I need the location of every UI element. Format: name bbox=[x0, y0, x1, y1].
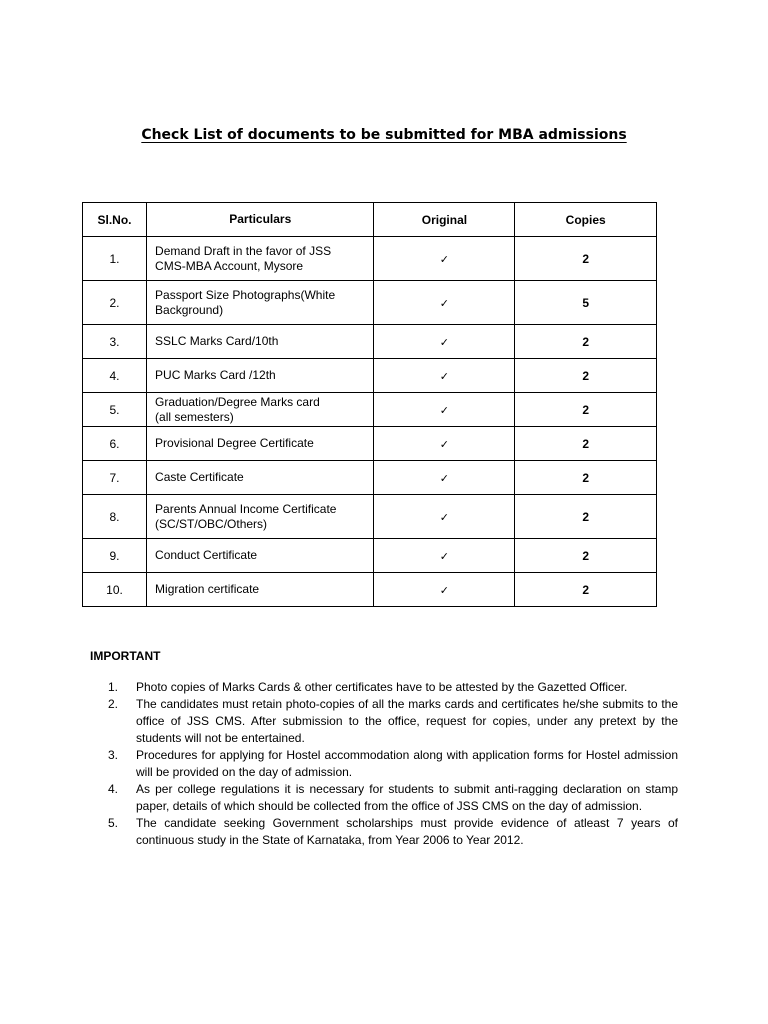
particulars-line: Passport Size Photographs(White bbox=[155, 287, 336, 302]
list-item-text: The candidates must retain photo-copies of all the marks cards and certificates he/she submits to the office of JSS CMS. After submission to the office, request for copies, under any pretext by the students will not be entertained. bbox=[136, 697, 678, 745]
documents-checklist-table bbox=[82, 202, 657, 607]
list-item-number: 4. bbox=[108, 782, 119, 796]
row-sl-no: 7. bbox=[83, 461, 147, 495]
row-sl-no: 9. bbox=[83, 539, 147, 573]
list-item bbox=[108, 815, 678, 849]
table-row bbox=[83, 461, 657, 495]
list-item bbox=[108, 696, 678, 747]
particulars-line: Demand Draft in the favor of JSS bbox=[155, 243, 332, 258]
row-copies: 2 bbox=[515, 573, 657, 607]
checkmark-icon: ✓ bbox=[439, 437, 450, 451]
particulars-line: Caste Certificate bbox=[155, 470, 244, 484]
table-row bbox=[83, 325, 657, 359]
header-original: Original bbox=[374, 203, 515, 237]
particulars-line: Provisional Degree Certificate bbox=[155, 436, 314, 450]
list-item-text: The candidate seeking Government scholarships must provide evidence of atleast 7 years of continuous study in the State of Karnataka, from Year 2006 to Year 2012. bbox=[136, 816, 678, 847]
header-particulars: Particulars bbox=[147, 203, 374, 237]
row-original bbox=[374, 427, 515, 461]
table-row bbox=[83, 495, 657, 539]
row-particulars bbox=[147, 281, 374, 325]
checkmark-icon: ✓ bbox=[439, 510, 450, 524]
row-sl-no: 3. bbox=[83, 325, 147, 359]
particulars-line: (SC/ST/OBC/Others) bbox=[155, 516, 268, 531]
row-copies: 2 bbox=[515, 539, 657, 573]
row-copies: 5 bbox=[515, 281, 657, 325]
checkmark-icon: ✓ bbox=[439, 296, 450, 310]
row-particulars bbox=[147, 359, 374, 393]
list-item-text: Procedures for applying for Hostel accommodation along with application forms for Hostel admission will be provided on the day of admission. bbox=[136, 748, 678, 779]
row-original bbox=[374, 359, 515, 393]
row-particulars bbox=[147, 325, 374, 359]
list-item-number: 2. bbox=[108, 697, 119, 711]
header-copies: Copies bbox=[515, 203, 657, 237]
row-sl-no: 5. bbox=[83, 393, 147, 427]
list-item-text: As per college regulations it is necessary for students to submit anti-ragging declaration on stamp paper, details of which should be collected from the office of JSS CMS on the day of admission. bbox=[136, 782, 678, 813]
list-item-text: Photo copies of Marks Cards & other certificates have to be attested by the Gazetted Officer. bbox=[136, 680, 628, 694]
row-original bbox=[374, 573, 515, 607]
list-item bbox=[108, 679, 678, 696]
row-sl-no: 2. bbox=[83, 281, 147, 325]
row-particulars bbox=[147, 461, 374, 495]
table-row bbox=[83, 393, 657, 427]
checkmark-icon: ✓ bbox=[439, 252, 450, 266]
row-copies: 2 bbox=[515, 495, 657, 539]
header-sl-no: Sl.No. bbox=[83, 203, 147, 237]
list-item-number: 5. bbox=[108, 816, 119, 830]
particulars-line: (all semesters) bbox=[155, 409, 234, 424]
row-particulars bbox=[147, 393, 374, 427]
row-particulars bbox=[147, 495, 374, 539]
particulars-line: CMS-MBA Account, Mysore bbox=[155, 258, 304, 273]
row-original bbox=[374, 461, 515, 495]
important-heading: IMPORTANT bbox=[90, 649, 161, 663]
particulars-line: Parents Annual Income Certificate bbox=[155, 501, 337, 516]
row-sl-no: 10. bbox=[83, 573, 147, 607]
row-sl-no: 4. bbox=[83, 359, 147, 393]
row-sl-no: 1. bbox=[83, 237, 147, 281]
checkmark-icon: ✓ bbox=[439, 335, 450, 349]
row-copies: 2 bbox=[515, 461, 657, 495]
table-row bbox=[83, 539, 657, 573]
list-item-number: 3. bbox=[108, 748, 119, 762]
list-item-number: 1. bbox=[108, 680, 119, 694]
row-original bbox=[374, 325, 515, 359]
particulars-line: PUC Marks Card /12th bbox=[155, 368, 276, 382]
row-original bbox=[374, 495, 515, 539]
particulars-line: Migration certificate bbox=[155, 582, 260, 596]
checkmark-icon: ✓ bbox=[439, 403, 450, 417]
row-sl-no: 6. bbox=[83, 427, 147, 461]
checkmark-icon: ✓ bbox=[439, 471, 450, 485]
table-row bbox=[83, 427, 657, 461]
checkmark-icon: ✓ bbox=[439, 549, 450, 563]
row-copies: 2 bbox=[515, 359, 657, 393]
row-sl-no: 8. bbox=[83, 495, 147, 539]
checkmark-icon: ✓ bbox=[439, 583, 450, 597]
row-particulars bbox=[147, 573, 374, 607]
row-particulars bbox=[147, 539, 374, 573]
table-header-row bbox=[83, 203, 657, 237]
row-copies: 2 bbox=[515, 427, 657, 461]
list-item bbox=[108, 747, 678, 781]
row-original bbox=[374, 539, 515, 573]
important-notes-list bbox=[108, 679, 678, 849]
particulars-line: Conduct Certificate bbox=[155, 548, 258, 562]
row-particulars bbox=[147, 427, 374, 461]
particulars-line: Background) bbox=[155, 302, 224, 317]
row-particulars bbox=[147, 237, 374, 281]
row-original bbox=[374, 281, 515, 325]
table-row bbox=[83, 359, 657, 393]
particulars-line: Graduation/Degree Marks card bbox=[155, 394, 320, 409]
table-row bbox=[83, 281, 657, 325]
row-copies: 2 bbox=[515, 325, 657, 359]
row-copies: 2 bbox=[515, 393, 657, 427]
page-title: Check List of documents to be submitted for MBA admissions bbox=[141, 127, 627, 143]
list-item bbox=[108, 781, 678, 815]
table-row bbox=[83, 237, 657, 281]
row-copies: 2 bbox=[515, 237, 657, 281]
checkmark-icon: ✓ bbox=[439, 369, 450, 383]
row-original bbox=[374, 393, 515, 427]
particulars-line: SSLC Marks Card/10th bbox=[155, 334, 279, 348]
table-row bbox=[83, 573, 657, 607]
row-original bbox=[374, 237, 515, 281]
